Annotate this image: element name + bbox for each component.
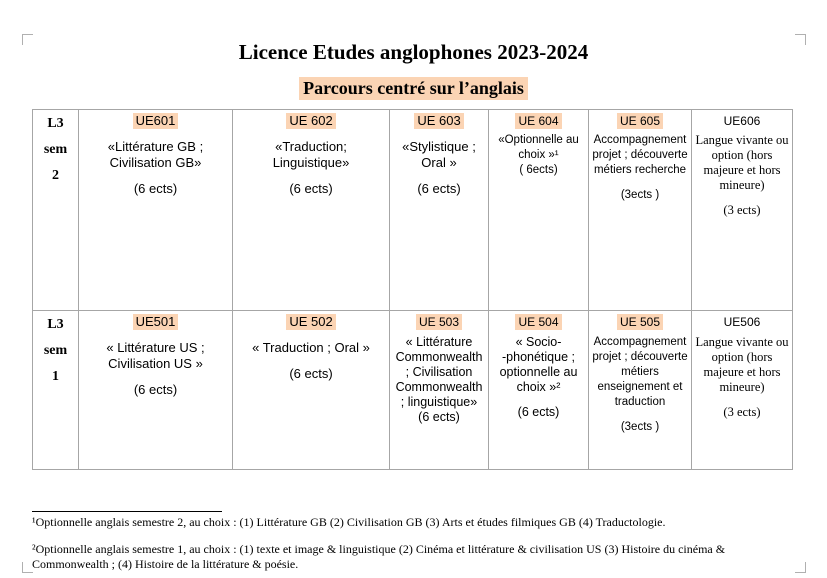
ue-title: Accompagnement projet ; découverte métiers enseignement et traduction bbox=[592, 336, 688, 408]
ue-ects: (3ects ) bbox=[620, 189, 660, 201]
sem-level: L3 bbox=[47, 317, 64, 332]
sem-level: L3 bbox=[47, 116, 64, 131]
ue-cell bbox=[589, 311, 692, 470]
sem-number: 1 bbox=[52, 369, 59, 384]
ue-cell bbox=[692, 110, 793, 311]
ue-ects: (6 ects) bbox=[289, 181, 333, 196]
ue-title: Langue vivante ou option (hors majeure et hors mineure) bbox=[695, 133, 789, 192]
document-subtitle: Parcours centré sur l’anglais bbox=[299, 77, 528, 100]
ue-title: « Littérature US ; Civilisation US » bbox=[106, 340, 205, 371]
ue-cell bbox=[692, 311, 793, 470]
ue-cell bbox=[79, 110, 233, 311]
sem-label: sem bbox=[43, 343, 68, 358]
subtitle-wrap bbox=[0, 77, 827, 100]
ue-code: UE 505 bbox=[617, 314, 663, 330]
footnote-2: ²Optionnelle anglais semestre 1, au choix : (1) texte et image & linguistique (2) Cinéma et littérature & civilisation US (3) Histoire du cinéma & Commonwealth ; (4) Histoire de la littérature & poésie. bbox=[32, 542, 726, 571]
ue-ects: (6 ects) bbox=[133, 382, 178, 397]
ue-code: UE 504 bbox=[515, 314, 561, 330]
ue-ects: (3 ects) bbox=[723, 203, 761, 217]
ue-code: UE 604 bbox=[515, 113, 561, 129]
ue-code: UE 503 bbox=[416, 314, 462, 330]
ue-title: Langue vivante ou option (hors majeure et hors mineure) bbox=[695, 335, 789, 394]
ue-title: «Stylistique ; Oral » bbox=[402, 139, 476, 170]
ue-title: «Littérature GB ; Civilisation GB» bbox=[107, 139, 204, 170]
ue-cell bbox=[233, 110, 390, 311]
ue-ects: (6 ects) bbox=[289, 366, 333, 381]
sem-number: 2 bbox=[52, 168, 59, 183]
ue-code: UE 602 bbox=[286, 113, 335, 129]
ue-code: UE501 bbox=[133, 314, 179, 330]
ue-title: «Optionnelle au choix »¹ bbox=[498, 134, 579, 161]
semester-cell bbox=[33, 110, 79, 311]
ue-ects: (6 ects) bbox=[517, 405, 560, 419]
ue-table bbox=[32, 109, 793, 470]
ue-cell bbox=[233, 311, 390, 470]
ue-code: UE 605 bbox=[617, 113, 663, 129]
ue-title: « Socio- -phonétique ; optionnelle au choix »² bbox=[499, 335, 578, 394]
ue-cell bbox=[489, 311, 589, 470]
ue-code: UE 502 bbox=[286, 314, 335, 330]
ue-code: UE601 bbox=[133, 113, 179, 129]
ue-cell bbox=[79, 311, 233, 470]
ue-ects: (3 ects) bbox=[723, 405, 761, 419]
ue-cell bbox=[390, 311, 489, 470]
ue-ects: (6 ects) bbox=[417, 181, 461, 196]
ue-title: Accompagnement projet ; découverte métiers recherche bbox=[592, 134, 688, 176]
ue-cell bbox=[489, 110, 589, 311]
ue-cell bbox=[390, 110, 489, 311]
ue-ects: ( 6ects) bbox=[519, 164, 558, 176]
table-row-sem1 bbox=[33, 311, 793, 470]
footnote-separator bbox=[32, 511, 222, 512]
ue-cell bbox=[589, 110, 692, 311]
ue-ects: (6 ects) bbox=[133, 181, 178, 196]
ue-ects: (3ects ) bbox=[620, 421, 660, 433]
ue-title: « Traduction ; Oral » bbox=[252, 340, 370, 355]
footnote-1: ¹Optionnelle anglais semestre 2, au choix : (1) Littérature GB (2) Civilisation GB (3) Arts et études filmiques GB (4) Traductologie. bbox=[32, 515, 666, 529]
table-row-sem2 bbox=[33, 110, 793, 311]
ue-code: UE 603 bbox=[414, 113, 463, 129]
ue-ects: (6 ects) bbox=[418, 410, 460, 424]
ue-title: «Traduction; Linguistique» bbox=[272, 139, 350, 170]
ue-code: UE606 bbox=[723, 114, 761, 128]
sem-label: sem bbox=[43, 142, 68, 157]
ue-title: « Littérature Commonwealth ; Civilisation Commonwealth ; linguistique» bbox=[395, 335, 483, 409]
semester-cell bbox=[33, 311, 79, 470]
ue-code: UE506 bbox=[723, 315, 761, 329]
document-title: Licence Etudes anglophones 2023-2024 bbox=[238, 40, 589, 64]
